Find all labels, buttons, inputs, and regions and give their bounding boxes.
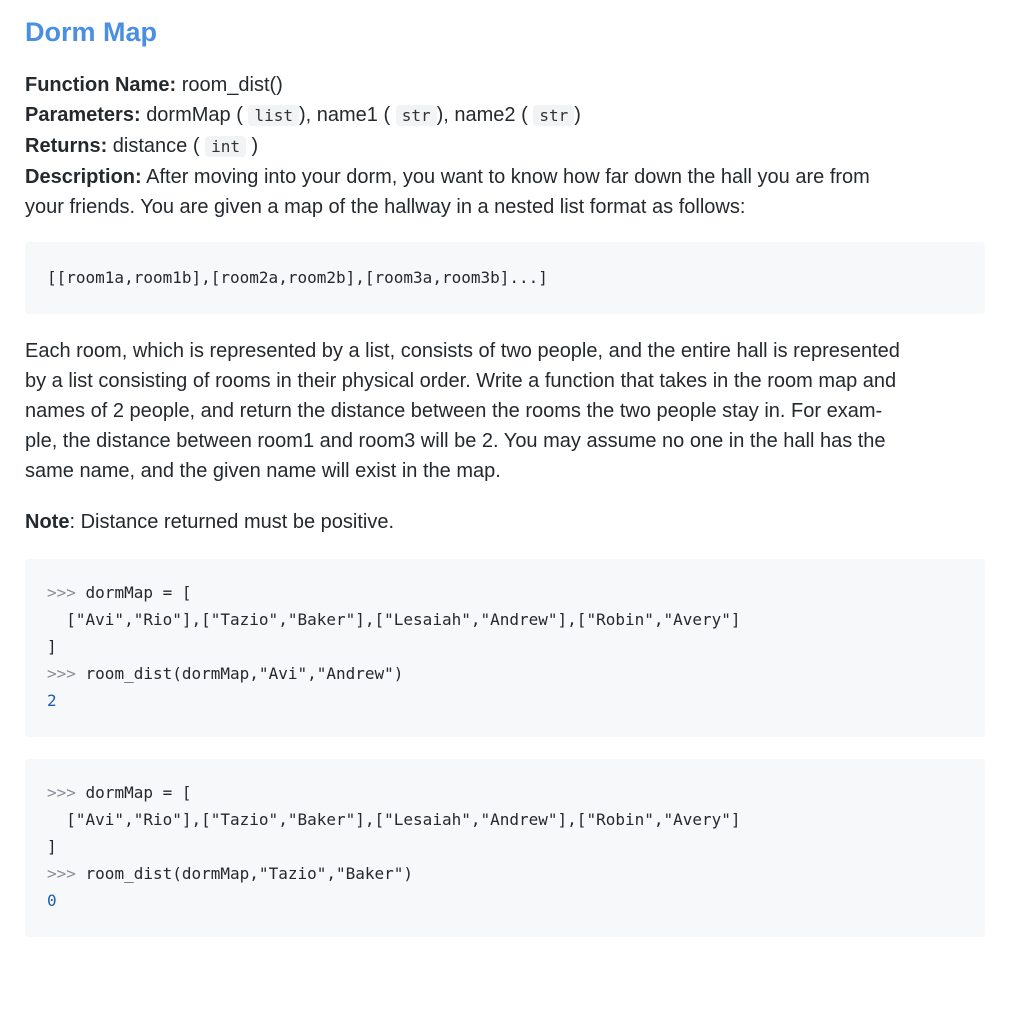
param2-close: ), name2 ( (436, 104, 528, 126)
returns-label: Returns: (25, 135, 108, 157)
code-result: 2 (47, 691, 57, 710)
example-code-block-2 (25, 759, 985, 937)
description-line (25, 162, 985, 192)
code-result: 0 (47, 891, 57, 910)
paragraph-line: Each room, which is represented by a list, consists of two people, and the entire hall is represented (25, 340, 900, 362)
example-code-block-1 (25, 559, 985, 737)
repl-prompt: >>> (47, 664, 76, 683)
description-label: Description: (25, 166, 142, 188)
param3-close: ) (574, 104, 581, 126)
function-spec (25, 70, 985, 222)
description-text-2: your friends. You are given a map of the hallway in a nested list format as follows: (25, 196, 746, 218)
code-close: ] (47, 637, 57, 656)
code-line (47, 779, 963, 806)
code-call: room_dist(dormMap,"Tazio","Baker") (75, 864, 414, 883)
code-close: ] (47, 837, 57, 856)
format-code: [[room1a,room1b],[room2a,room2b],[room3a,room3b]...] (47, 268, 548, 287)
param1-close: ), name1 ( (298, 104, 391, 126)
code-line (47, 579, 963, 606)
param3-type: str (533, 105, 574, 126)
format-code-block (25, 242, 985, 314)
repl-prompt: >>> (47, 783, 76, 802)
param1-type: list (248, 105, 299, 126)
paragraph-line: names of 2 people, and return the distance between the rooms the two people stay in. For exam- (25, 400, 883, 422)
param2-type: str (396, 105, 437, 126)
returns-name: distance ( (112, 135, 200, 157)
param1-name: dormMap ( (146, 104, 243, 126)
parameters-line (25, 100, 985, 131)
returns-close: ) (251, 135, 259, 157)
returns-line (25, 131, 985, 162)
function-name-line (25, 70, 985, 100)
code-list: ["Avi","Rio"],["Tazio","Baker"],["Lesaiah","Andrew"],["Robin","Avery"] (47, 810, 741, 829)
code-assign: dormMap = [ (75, 583, 192, 602)
parameters-label: Parameters: (25, 104, 141, 126)
function-name-label: Function Name: (25, 74, 177, 96)
code-line (47, 860, 963, 887)
paragraph-line: same name, and the given name will exist in the map. (25, 460, 501, 482)
repl-prompt: >>> (47, 583, 76, 602)
page-title: Dorm Map (25, 17, 158, 47)
note-label: Note (25, 511, 70, 533)
function-name-value: room_dist() (181, 74, 283, 96)
explanation-paragraph (25, 336, 985, 486)
returns-type: int (205, 136, 246, 157)
note-text: : Distance returned must be positive. (69, 511, 395, 533)
paragraph-line: ple, the distance between room1 and room3 will be 2. You may assume no one in the hall has the (25, 430, 886, 452)
note-paragraph (25, 507, 985, 537)
code-call: room_dist(dormMap,"Avi","Andrew") (75, 664, 404, 683)
code-list: ["Avi","Rio"],["Tazio","Baker"],["Lesaiah","Andrew"],["Robin","Avery"] (47, 610, 741, 629)
code-assign: dormMap = [ (75, 783, 192, 802)
description-line-2 (25, 192, 985, 222)
code-line (47, 660, 963, 687)
description-text-1: After moving into your dorm, you want to know how far down the hall you are from (146, 166, 870, 188)
paragraph-line: by a list consisting of rooms in their physical order. Write a function that takes in the room map and (25, 370, 897, 392)
repl-prompt: >>> (47, 864, 76, 883)
note-line (25, 507, 985, 537)
